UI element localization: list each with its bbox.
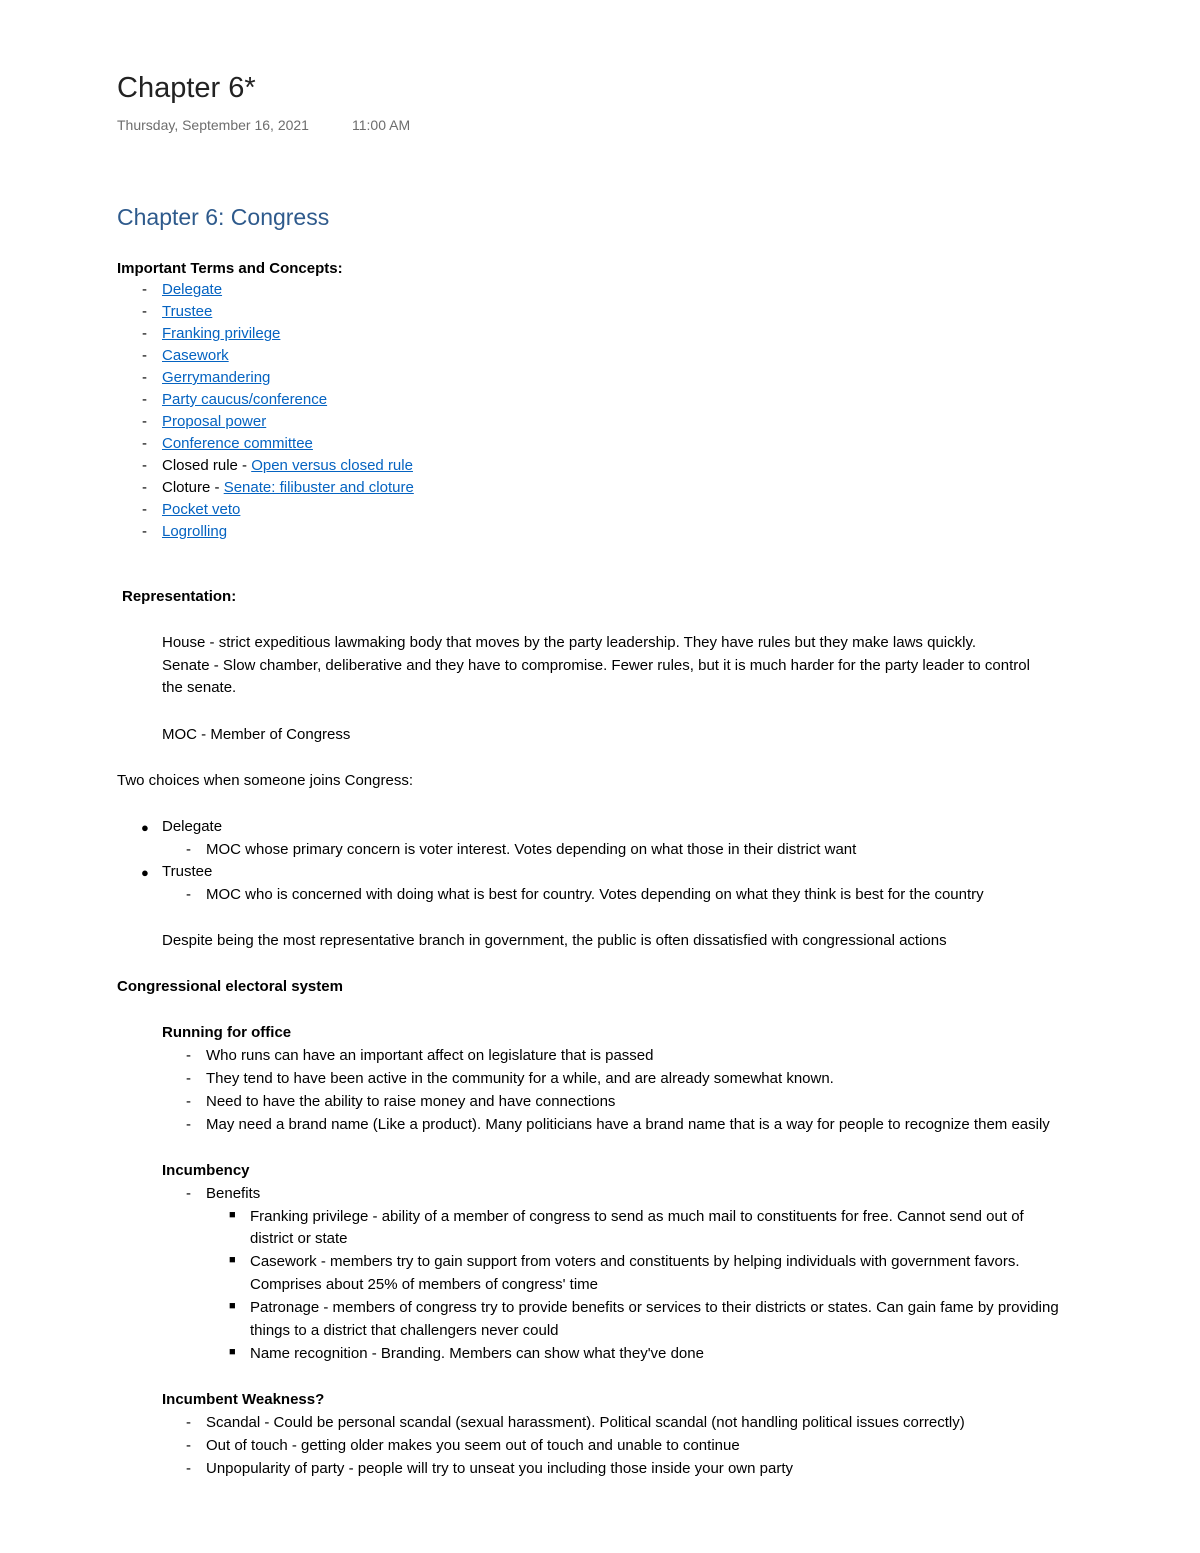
term-link[interactable]: Gerrymandering [162,369,271,386]
term-item [162,345,229,367]
house-text: House - strict expeditious lawmaking body that moves by the party leadership. They have rules but they make laws quickly. [162,634,977,651]
weakness-heading: Incumbent Weakness? [162,1391,325,1408]
delegate-description: MOC whose primary concern is voter interest. Votes depending on what those in their district want [206,841,857,858]
term-link[interactable]: Senate: filibuster and cloture [223,479,414,496]
term-item [162,367,270,389]
term-link[interactable]: Conference committee [162,435,313,452]
trustee-description: MOC who is concerned with doing what is best for country. Votes depending on what they think is best for the country [206,886,984,903]
despite-text: Despite being the most representative branch in government, the public is often dissatisfied with congressional actions [162,932,947,949]
dash-icon: - [186,1460,191,1477]
bullet-square-icon: ■ [229,1209,236,1221]
dash-icon: - [142,501,147,518]
dash-icon: - [142,391,147,408]
dash-icon: - [142,413,147,430]
running-item: Need to have the ability to raise money and have connections [206,1093,616,1110]
electoral-heading: Congressional electoral system [117,978,343,995]
incumbency-heading: Incumbency [162,1162,250,1179]
term-item [162,279,222,301]
dash-icon: - [142,479,147,496]
franking-line2: district or state [250,1230,348,1247]
term-link[interactable]: Logrolling [162,523,228,540]
running-item: May need a brand name (Like a product). Many politicians have a brand name that is a way for people to recognize them easily [206,1116,1050,1133]
terms-heading: Important Terms and Concepts: [117,260,343,277]
weakness-item: Unpopularity of party - people will try to unseat you including those inside your own party [206,1460,793,1477]
dash-icon: - [186,1070,191,1087]
term-item [162,521,227,543]
term-item [162,411,266,433]
dash-icon: - [142,523,147,540]
page-time: 11:00 AM [352,117,411,133]
patronage-line2: things to a district that challengers never could [250,1322,559,1339]
term-link[interactable]: Pocket veto [162,501,241,518]
dash-icon: - [142,435,147,452]
page-title: Chapter 6* [117,72,256,104]
casework-line1: Casework - members try to gain support from voters and constituents by helping individuals with government favors. [250,1253,1020,1270]
term-item [162,455,413,477]
term-item [162,301,212,323]
term-link[interactable]: Open versus closed rule [251,457,413,474]
dash-icon: - [142,281,147,298]
bullet-dot-icon: ● [141,820,149,835]
name-recognition: Name recognition - Branding. Members can show what they've done [250,1345,704,1362]
dash-icon: - [142,325,147,342]
senate-text-line2: the senate. [162,679,237,696]
dash-icon: - [186,1116,191,1133]
term-prefix: Closed rule - [162,457,252,474]
weakness-item: Out of touch - getting older makes you seem out of touch and unable to continue [206,1437,740,1454]
dash-icon: - [142,303,147,320]
bullet-square-icon: ■ [229,1254,236,1266]
casework-line2: Comprises about 25% of members of congress' time [250,1276,599,1293]
two-choices-text: Two choices when someone joins Congress: [117,772,413,789]
dash-icon: - [186,1047,191,1064]
document-heading: Chapter 6: Congress [117,204,330,230]
running-item: They tend to have been active in the community for a while, and are already somewhat known. [206,1070,834,1087]
term-prefix: Cloture - [162,479,224,496]
patronage-line1: Patronage - members of congress try to provide benefits or services to their districts or states. Can gain fame by providing [250,1299,1059,1316]
term-link[interactable]: Delegate [162,281,223,298]
senate-text-line1: Senate - Slow chamber, deliberative and they have to compromise. Fewer rules, but it is much harder for the party leader to control [162,657,1030,674]
term-item [162,323,280,345]
term-link[interactable]: Casework [162,347,229,364]
weakness-item: Scandal - Could be personal scandal (sexual harassment). Political scandal (not handling political issues correctly) [206,1414,965,1431]
trustee-label: Trustee [162,863,213,880]
dash-icon: - [186,1414,191,1431]
term-link[interactable]: Proposal power [162,413,267,430]
term-item [162,433,313,455]
term-link[interactable]: Trustee [162,303,213,320]
dash-icon: - [142,347,147,364]
dash-icon: - [142,457,147,474]
representation-heading: Representation: [122,588,237,605]
bullet-square-icon: ■ [229,1346,236,1358]
moc-definition: MOC - Member of Congress [162,726,351,743]
bullet-dot-icon: ● [141,865,149,880]
bullet-square-icon: ■ [229,1300,236,1312]
dash-icon: - [186,1185,191,1202]
dash-icon: - [186,1093,191,1110]
term-item [162,477,414,499]
delegate-label: Delegate [162,818,223,835]
running-heading: Running for office [162,1024,292,1041]
benefits-label: Benefits [206,1185,261,1202]
page-date: Thursday, September 16, 2021 [117,117,309,133]
term-link[interactable]: Party caucus/conference [162,391,328,408]
dash-icon: - [186,886,191,903]
term-item [162,389,327,411]
dash-icon: - [186,841,191,858]
dash-icon: - [142,369,147,386]
franking-line1: Franking privilege - ability of a member of congress to send as much mail to constituents for free. Cannot send out of [250,1208,1024,1225]
term-link[interactable]: Franking privilege [162,325,281,342]
term-item [162,499,240,521]
dash-icon: - [186,1437,191,1454]
running-item: Who runs can have an important affect on legislature that is passed [206,1047,654,1064]
